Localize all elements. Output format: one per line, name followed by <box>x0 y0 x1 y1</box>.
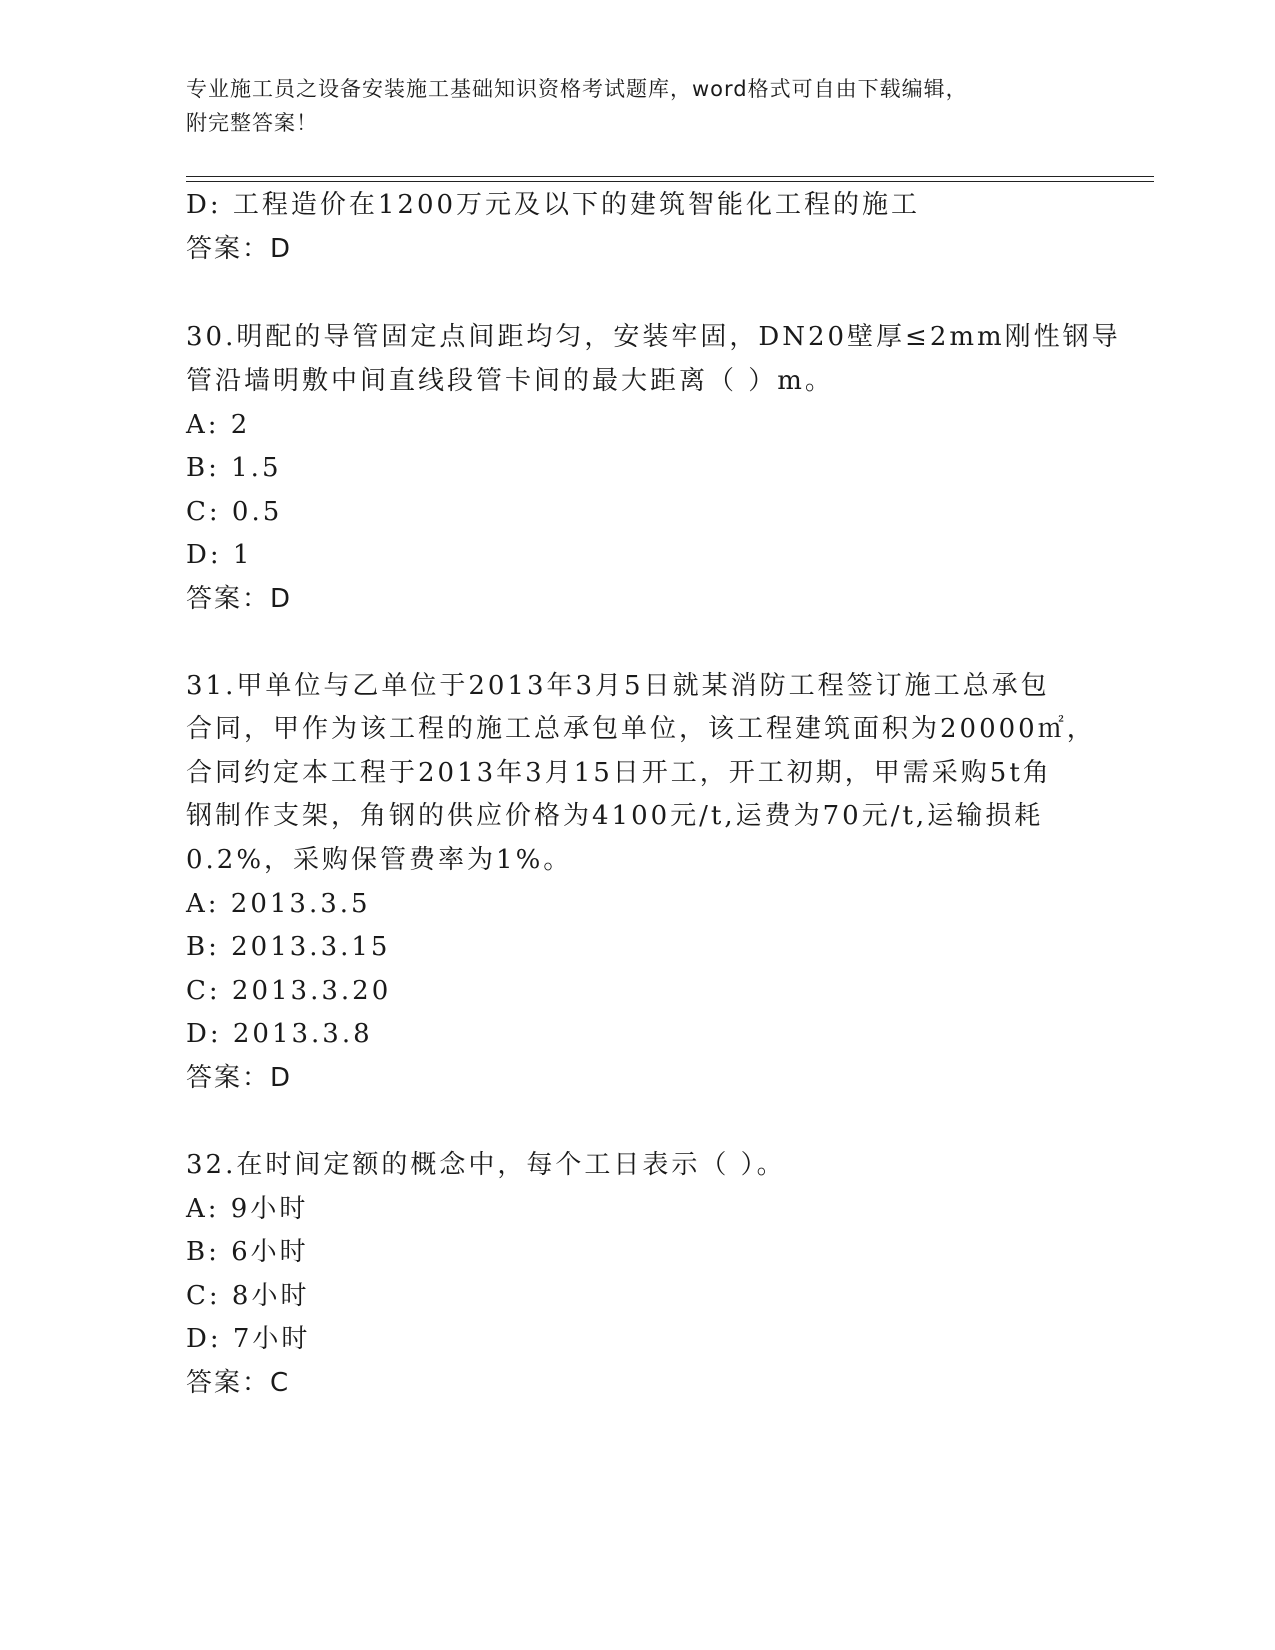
q31-stem-line-1: 31.甲单位与乙单位于2013年3月5日就某消防工程签订施工总承包 <box>186 671 1050 701</box>
header-title-line-2: 附完整答案！ <box>186 111 318 135</box>
q32-option-d: D: 7小时 <box>186 1324 311 1354</box>
q32-option-c: C: 8小时 <box>186 1281 310 1311</box>
q31-stem-line-2: 合同，甲作为该工程的施工总承包单位，该工程建筑面积为20000㎡， <box>186 714 1096 744</box>
q30-option-c: C: 0.5 <box>186 497 283 527</box>
prev-question-answer: 答案：D <box>186 234 293 264</box>
q31-answer: 答案：D <box>186 1063 293 1093</box>
q30-option-a: A: 2 <box>186 410 251 440</box>
q31-option-d: D: 2013.3.8 <box>186 1019 373 1049</box>
q31-stem-line-4: 钢制作支架，角钢的供应价格为4100元/t,运费为70元/t,运输损耗 <box>186 801 1044 831</box>
header-divider-bottom <box>186 181 1154 182</box>
q32-option-b: B: 6小时 <box>186 1237 309 1267</box>
q30-answer: 答案：D <box>186 584 293 614</box>
header-divider-top <box>186 176 1154 177</box>
q31-option-b: B: 2013.3.15 <box>186 932 391 962</box>
q31-option-a: A: 2013.3.5 <box>186 889 371 919</box>
q32-option-a: A: 9小时 <box>186 1194 309 1224</box>
header-title-line-1: 专业施工员之设备安装施工基础知识资格考试题库，word格式可自由下载编辑， <box>186 77 968 101</box>
prev-question-option-d: D: 工程造价在1200万元及以下的建筑智能化工程的施工 <box>186 190 921 220</box>
q30-option-b: B: 1.5 <box>186 453 282 483</box>
q31-stem-line-5: 0.2%，采购保管费率为1%。 <box>186 845 573 875</box>
q32-stem-line-1: 32.在时间定额的概念中，每个工日表示（ ）。 <box>186 1150 786 1180</box>
q30-stem-line-2: 管沿墙明敷中间直线段管卡间的最大距离（ ）m。 <box>186 366 834 396</box>
q31-option-c: C: 2013.3.20 <box>186 976 392 1006</box>
q30-option-d: D: 1 <box>186 540 253 570</box>
q31-stem-line-3: 合同约定本工程于2013年3月15日开工，开工初期，甲需采购5t角 <box>186 758 1052 788</box>
q30-stem-line-1: 30.明配的导管固定点间距均匀，安装牢固，DN20壁厚≤2mm刚性钢导 <box>186 322 1121 352</box>
document-header <box>186 72 1066 140</box>
q32-answer: 答案：C <box>186 1368 291 1398</box>
